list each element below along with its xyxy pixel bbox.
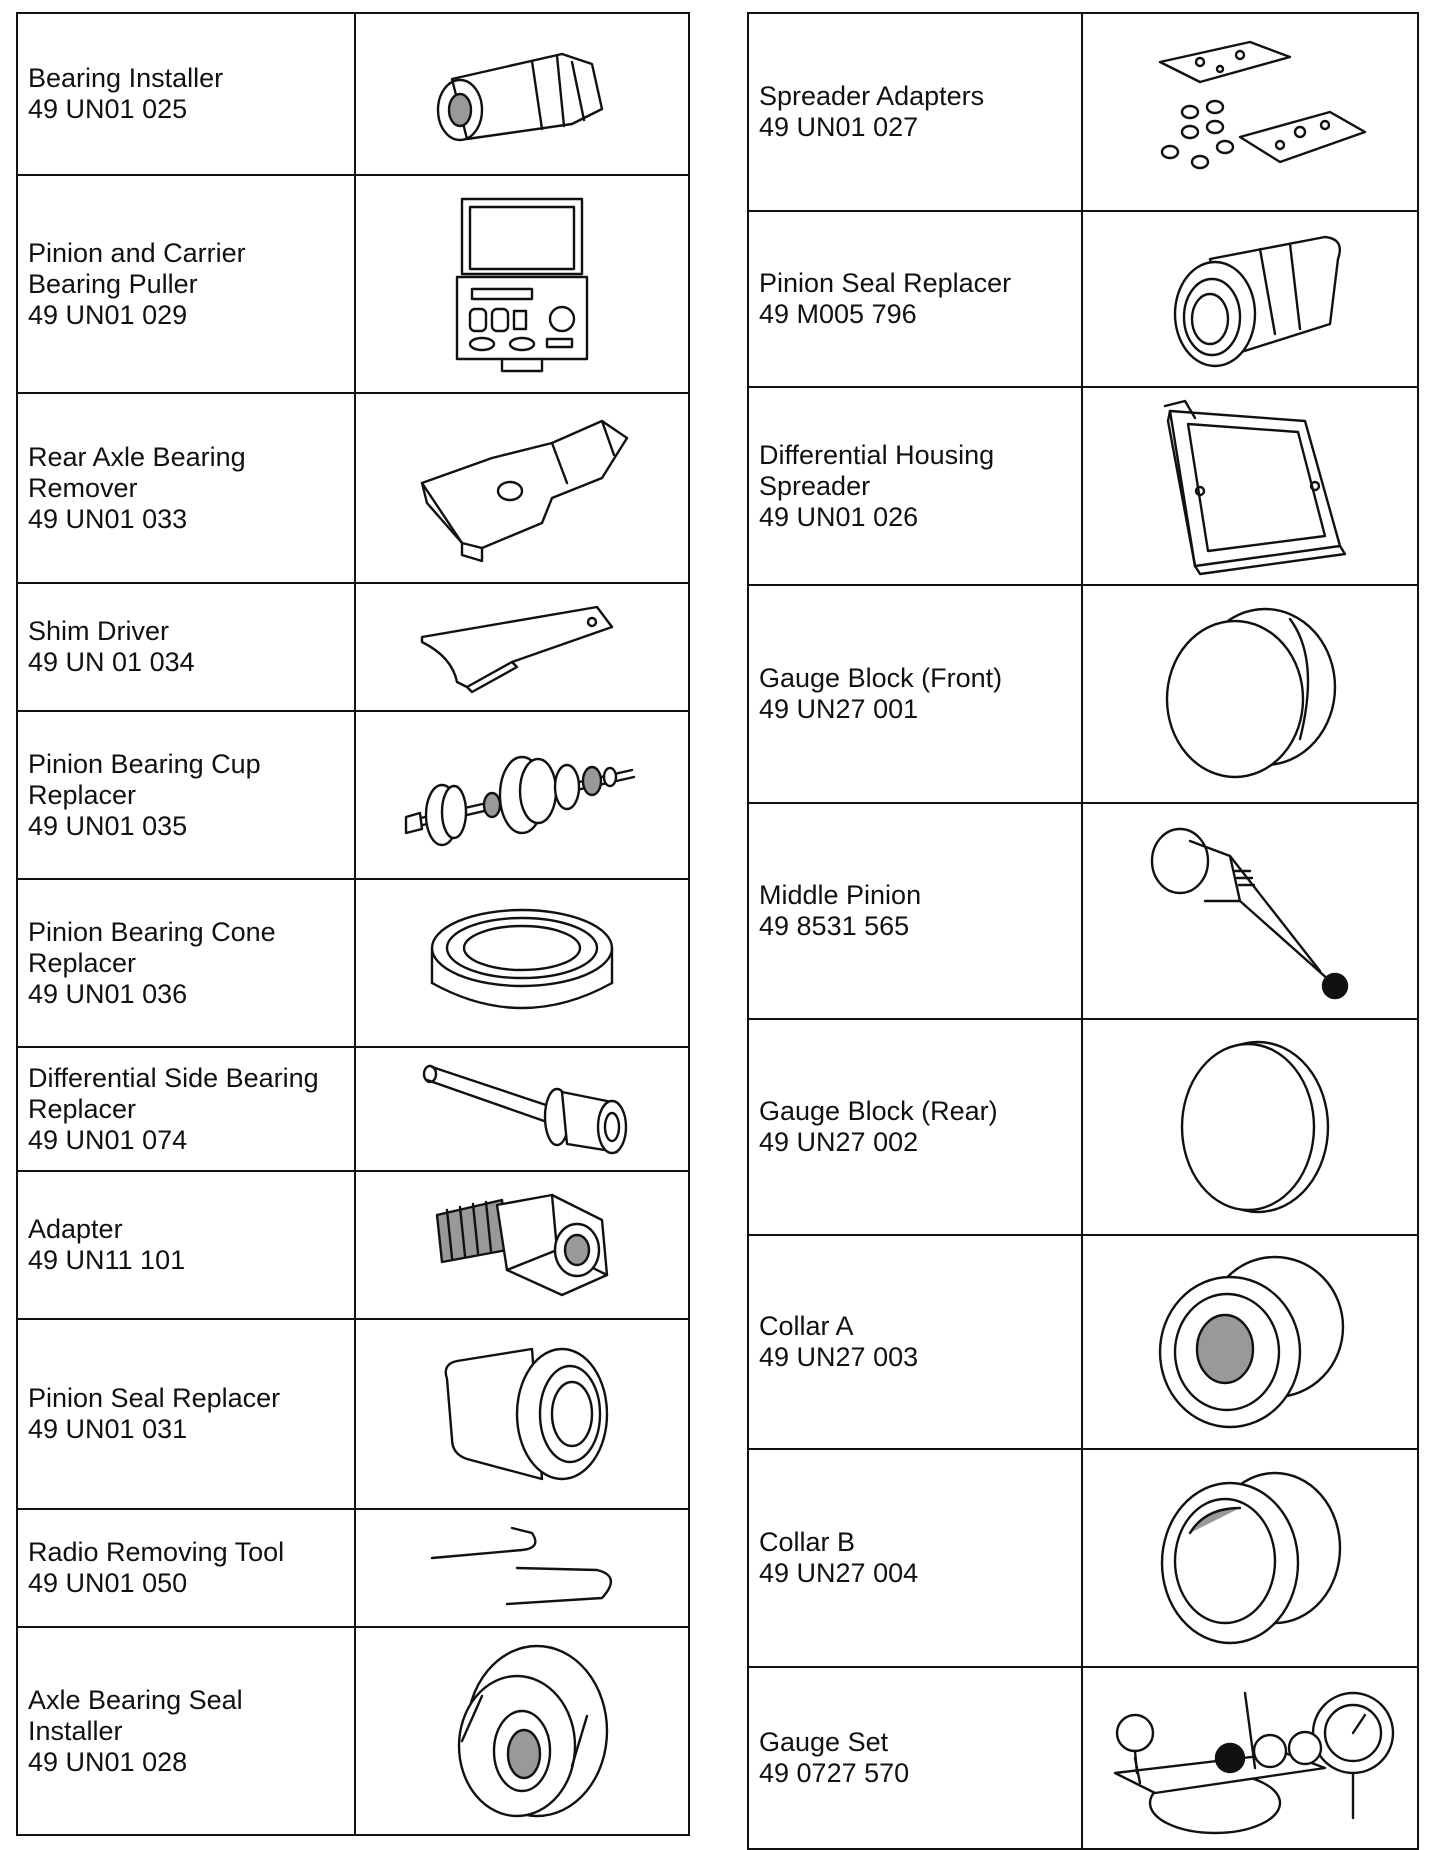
tool-row xyxy=(17,879,689,1047)
adapter-icon xyxy=(412,1180,632,1310)
tool-label xyxy=(17,1171,355,1319)
tool-image-cell xyxy=(1082,1235,1418,1449)
tool-image-cell xyxy=(355,1047,689,1171)
tool-number: 49 8531 565 xyxy=(759,911,910,941)
tool-image-cell xyxy=(1082,211,1418,387)
tool-row xyxy=(17,1171,689,1319)
tool-number: 49 UN01 025 xyxy=(28,94,188,124)
tool-label xyxy=(17,1627,355,1835)
tool-number: 49 UN01 029 xyxy=(28,299,188,330)
tool-image-cell xyxy=(355,1171,689,1319)
collar-icon xyxy=(1145,1463,1355,1653)
tool-row xyxy=(748,13,1418,211)
tool-name: Replacer xyxy=(28,779,137,810)
tool-label xyxy=(748,803,1082,1019)
cup-replacer-icon xyxy=(392,725,652,865)
middle-pinion-icon xyxy=(1135,816,1365,1006)
tool-name: Pinion Seal Replacer xyxy=(28,1383,281,1413)
collar-icon xyxy=(1145,1247,1355,1437)
tool-name: Gauge Block (Rear) xyxy=(759,1096,998,1126)
tool-number: 49 UN27 001 xyxy=(759,694,919,724)
tool-name: Spreader Adapters xyxy=(759,81,985,111)
tool-image-cell xyxy=(1082,13,1418,211)
tool-number: 49 0727 570 xyxy=(759,1758,910,1788)
tool-row xyxy=(17,393,689,583)
tool-name: Pinion Seal Replacer xyxy=(759,268,1012,298)
tool-name: Spreader xyxy=(759,470,871,501)
tool-name: Pinion and Carrier xyxy=(28,237,246,268)
tool-label xyxy=(17,879,355,1047)
tool-image-cell xyxy=(355,1627,689,1835)
tool-name: Pinion Bearing Cone xyxy=(28,916,276,947)
tool-row xyxy=(17,13,689,175)
tool-name: Differential Side Bearing xyxy=(28,1062,319,1093)
tool-label xyxy=(17,711,355,879)
tool-image-cell xyxy=(355,879,689,1047)
tool-image-cell xyxy=(355,583,689,711)
tool-name: Remover xyxy=(28,472,138,503)
tool-name: Bearing Puller xyxy=(28,268,198,299)
tool-label xyxy=(17,583,355,711)
tool-label xyxy=(748,387,1082,585)
tool-number: 49 UN27 003 xyxy=(759,1342,919,1372)
tool-image-cell xyxy=(1082,387,1418,585)
tool-name: Radio Removing Tool xyxy=(28,1537,285,1567)
tool-image-cell xyxy=(355,13,689,175)
tool-row xyxy=(17,1627,689,1835)
tool-image-cell xyxy=(1082,1449,1418,1667)
tool-row xyxy=(748,1667,1418,1849)
tool-number: 49 UN01 026 xyxy=(759,501,919,532)
tool-label xyxy=(748,1019,1082,1235)
shim-driver-icon xyxy=(402,592,642,702)
seal-replacer-icon xyxy=(1140,219,1360,379)
tool-row xyxy=(748,585,1418,803)
tool-label xyxy=(748,1449,1082,1667)
tool-name: Gauge Block (Front) xyxy=(759,663,1003,693)
tool-row xyxy=(748,1449,1418,1667)
tool-number: 49 UN27 004 xyxy=(759,1558,919,1588)
tool-number: 49 UN01 028 xyxy=(28,1746,188,1777)
tool-image-cell xyxy=(1082,1019,1418,1235)
tool-label xyxy=(17,1509,355,1627)
tool-row xyxy=(748,1019,1418,1235)
tool-name: Middle Pinion xyxy=(759,880,922,910)
tool-row xyxy=(17,583,689,711)
tool-number: 49 UN01 050 xyxy=(28,1568,188,1598)
tool-label xyxy=(17,393,355,583)
tool-number: 49 UN01 033 xyxy=(28,503,188,534)
tool-image-cell xyxy=(355,711,689,879)
tool-label xyxy=(17,1047,355,1171)
tool-label xyxy=(748,1667,1082,1849)
tool-row xyxy=(748,387,1418,585)
tool-image-cell xyxy=(355,1509,689,1627)
tool-row xyxy=(748,803,1418,1019)
seal-installer-icon xyxy=(422,1636,622,1826)
bearing-installer-icon xyxy=(412,34,632,154)
tool-label xyxy=(748,13,1082,211)
right-tools-table xyxy=(747,12,1419,1850)
tool-label xyxy=(748,211,1082,387)
tool-number: 49 UN 01 034 xyxy=(28,647,195,677)
tool-image-cell xyxy=(355,1319,689,1509)
side-bearing-replacer-icon xyxy=(402,1052,642,1167)
left-tools-table xyxy=(16,12,690,1836)
tool-number: 49 M005 796 xyxy=(759,299,917,329)
tool-number: 49 UN01 035 xyxy=(28,810,188,841)
tool-name: Differential Housing xyxy=(759,439,995,470)
tool-label xyxy=(17,13,355,175)
seal-replacer-icon xyxy=(412,1329,632,1499)
tool-number: 49 UN01 027 xyxy=(759,112,919,142)
tool-name: Installer xyxy=(28,1715,123,1746)
tool-name: Shim Driver xyxy=(28,616,170,646)
tool-number: 49 UN01 074 xyxy=(28,1124,188,1155)
tool-name: Collar A xyxy=(759,1311,854,1341)
tool-name: Axle Bearing Seal xyxy=(28,1684,243,1715)
tool-number: 49 UN11 101 xyxy=(28,1245,186,1275)
cone-replacer-icon xyxy=(412,893,632,1033)
tool-label xyxy=(748,1235,1082,1449)
tool-name: Rear Axle Bearing xyxy=(28,441,246,472)
gauge-set-icon xyxy=(1095,1673,1405,1843)
tool-name: Replacer xyxy=(28,947,137,978)
tool-row xyxy=(17,711,689,879)
tool-label xyxy=(748,585,1082,803)
tool-name: Pinion Bearing Cup xyxy=(28,748,261,779)
tool-name: Adapter xyxy=(28,1214,123,1244)
tool-image-cell xyxy=(355,175,689,393)
tool-case-icon xyxy=(442,189,602,379)
gauge-block-icon xyxy=(1150,599,1350,789)
tool-number: 49 UN01 031 xyxy=(28,1414,188,1444)
tool-row xyxy=(17,1047,689,1171)
spreader-adapters-icon xyxy=(1130,27,1370,197)
tool-number: 49 UN01 036 xyxy=(28,978,188,1009)
tool-row xyxy=(748,211,1418,387)
housing-spreader-icon xyxy=(1140,396,1360,576)
tool-row xyxy=(17,1319,689,1509)
tool-row xyxy=(748,1235,1418,1449)
tool-name: Replacer xyxy=(28,1093,137,1124)
tool-name: Bearing Installer xyxy=(28,63,224,93)
tool-image-cell xyxy=(1082,585,1418,803)
tool-number: 49 UN27 002 xyxy=(759,1127,919,1157)
gauge-disc-icon xyxy=(1150,1027,1350,1227)
tool-row xyxy=(17,1509,689,1627)
tool-label xyxy=(17,175,355,393)
tool-label xyxy=(17,1319,355,1509)
bearing-remover-icon xyxy=(402,403,642,573)
radio-tool-icon xyxy=(407,1518,637,1618)
tool-row xyxy=(17,175,689,393)
tool-image-cell xyxy=(1082,1667,1418,1849)
tool-name: Gauge Set xyxy=(759,1727,889,1757)
tool-name: Collar B xyxy=(759,1527,856,1557)
tool-image-cell xyxy=(355,393,689,583)
tool-image-cell xyxy=(1082,803,1418,1019)
